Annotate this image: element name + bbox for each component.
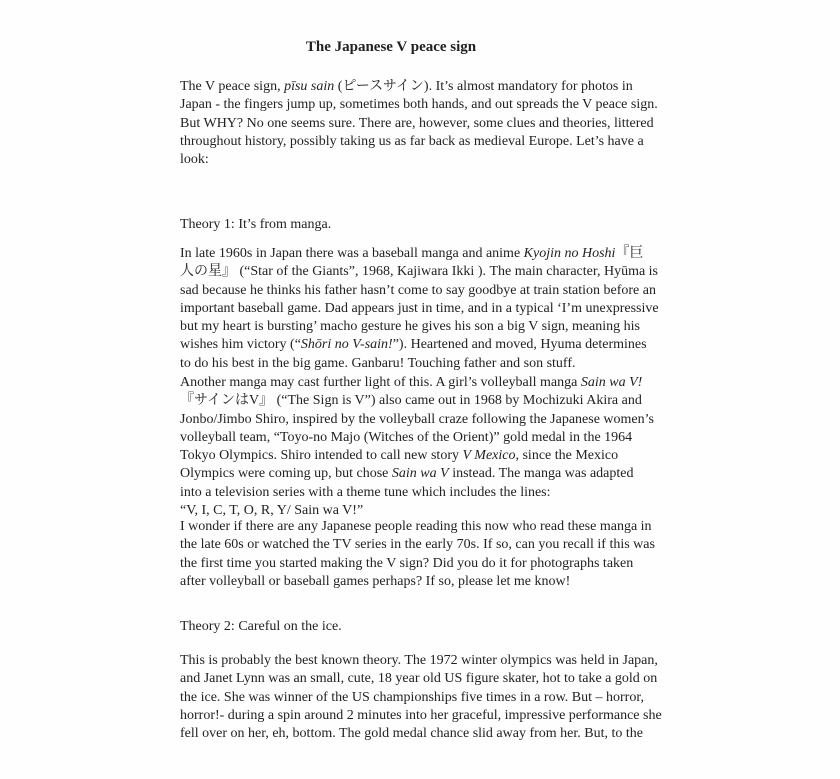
text-line: Jonbo/Jimbo Shiro, inspired by the volleyball craze following the Japanese women’s [180,411,654,427]
intro-paragraph [180,78,665,169]
text-line: the first time you started making the V sign? Did you do it for photographs taken [180,555,634,571]
text-line: volleyball team, “Toyo-no Majo (Witches of the Orient)” gold medal in the 1964 [180,429,633,445]
text-line [180,245,665,263]
text-line [180,465,665,483]
text-line: I wonder if there are any Japanese people reading this now who read these manga in [180,519,652,534]
italic-term: pīsu sain [284,79,335,94]
text-line: fell over on her, eh, bottom. The gold medal chance slid away from her. But, to the [180,726,643,742]
text-line: Japan - the fingers jump up, sometimes both hands, and out spreads the V peace sign. [180,97,658,113]
italic-term: Sain wa V! [580,375,643,390]
theory-1-heading: Theory 1: It’s from manga. [180,217,332,232]
text-span: wishes him victory (“ [180,337,301,353]
page-title: The Japanese V peace sign [305,39,477,55]
text-line: “V, I, C, T, O, R, Y/ Sain wa V!” [180,503,364,519]
text-span: Tokyo Olympics. Shiro intended to call new story [180,448,463,464]
italic-term: Kyojin no Hoshi [523,246,616,261]
theory-2-heading: Theory 2: Careful on the ice. [180,619,342,634]
text-span: In late 1960s in Japan there was a baseball manga and anime [180,246,524,261]
text-line: important baseball game. Dad appears just in time, and in a typical ‘I’m unexpressive [180,300,659,316]
text-span: Olympics were coming up, but chose [180,466,392,482]
text-line: after volleyball or baseball games perhaps? If so, please let me know! [180,573,571,589]
text-span: , since the Mexico [515,448,619,464]
text-span: The V peace sign, [180,79,285,94]
text-line: horror!- during a spin around 2 minutes into her graceful, impressive performance she [180,707,662,723]
ice-paragraph [180,652,665,743]
text-line: throughout history, possibly taking us as far back as medieval Europe. Let’s have a [180,133,644,149]
text-line: This is probably the best known theory. The 1972 winter olympics was held in Japan, [180,653,658,668]
text-span: Another manga may cast further light of this. A girl’s volleyball manga [180,375,581,390]
text-line: to do his best in the big game. Ganbaru! Touching father and son stuff. [180,355,576,371]
text-line [180,447,665,465]
manga-paragraph-2 [180,374,665,520]
text-line: 人の星』 (“Star of the Giants”, 1968, Kajiwara Ikki ). The main character, Hyūma is [180,264,659,280]
text-line: but my heart is bursting’ macho gesture he gives his son a big V sign, meaning his [180,319,640,335]
text-line: the late 60s or watched the TV series in the early 70s. If so, can you recall if this was [180,537,655,553]
italic-term: Shōri no V-sain! [300,337,393,353]
text-line: into a television series with a theme tune which includes the lines: [180,484,551,500]
italic-term: Sain wa V [391,466,449,482]
text-line [180,78,665,96]
text-line [180,374,665,392]
text-span: (ピースサイン). It’s almost mandatory for photos in [334,79,633,94]
text-line: sad because he thinks his father hasn’t come to say goodbye at train station before an [180,282,656,298]
text-line: the ice. She was winner of the US championships five times in a row. But – horror, [180,689,644,705]
text-line [180,336,665,354]
text-span: 『巨 [615,246,644,261]
text-span: instead. The manga was adapted [448,466,634,482]
text-span: ”). Heartened and moved, Hyuma determines [392,337,647,353]
text-line: 『サインはV』 (“The Sign is V”) also came out in 1968 by Mochizuki Akira and [180,393,642,409]
text-line: and Janet Lynn was an small, cute, 18 year old US figure skater, hot to take a gold on [180,671,658,687]
reader-question-paragraph [180,518,665,591]
text-line: But WHY? No one seems sure. There are, however, some clues and theories, littered [180,115,654,131]
manga-paragraph-1 [180,245,665,373]
italic-term: V Mexico [462,448,516,464]
text-line: look: [180,152,209,168]
